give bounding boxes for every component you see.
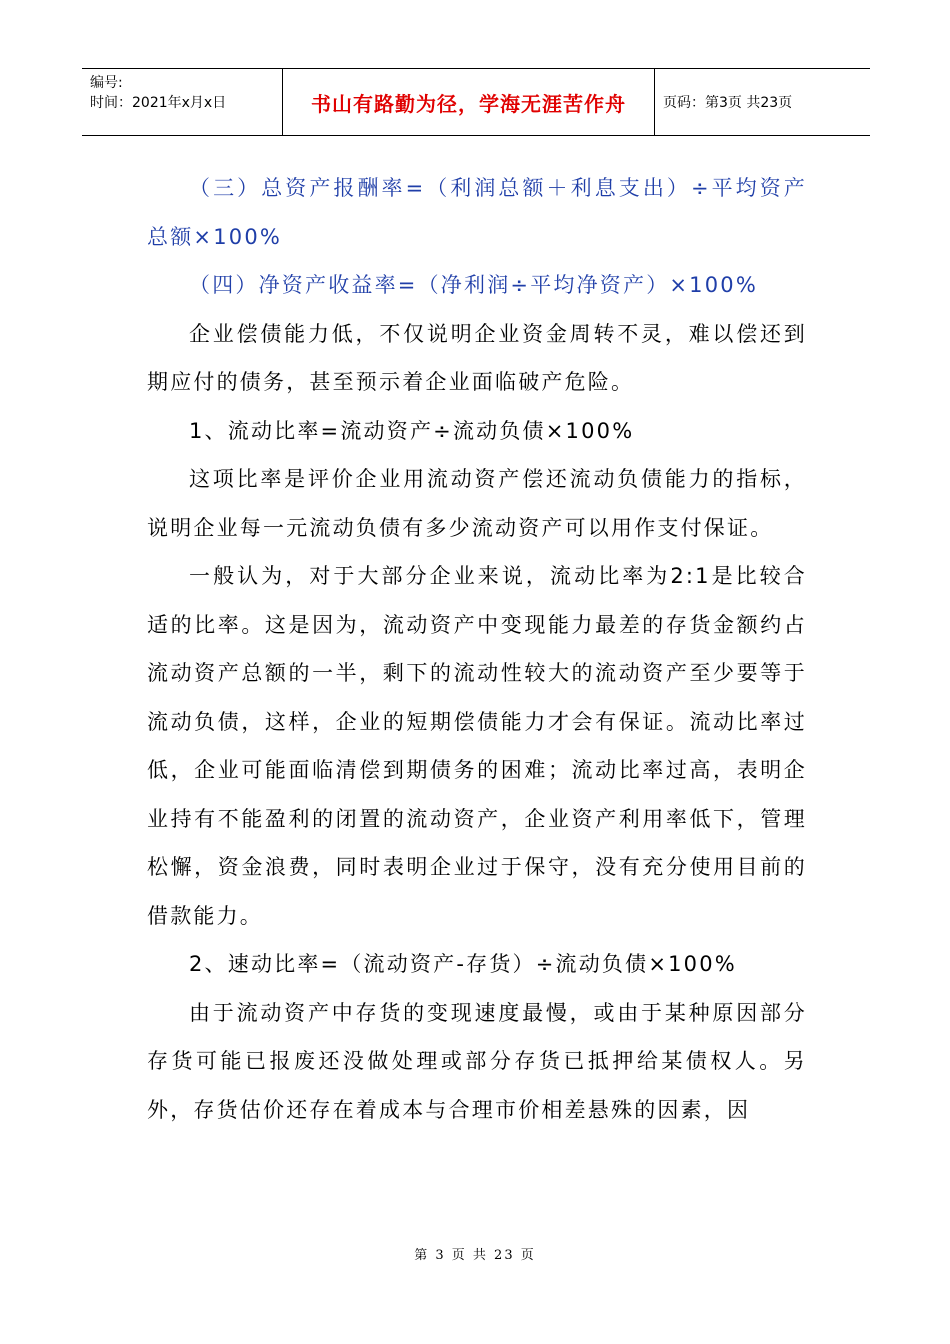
paragraph-current-ratio-formula: 1、流动比率=流动资产÷流动负债×100% bbox=[189, 418, 635, 443]
paragraph-quick-ratio-discussion: 由于流动资产中存货的变现速度最慢，或由于某种原因部分存货可能已报废还没做处理或部分存货已抵押给某债权人。另外，存货估价还存在着成本与合理市价相差悬殊的因素，因 bbox=[147, 1000, 807, 1122]
header-meta bbox=[82, 69, 282, 135]
page-header bbox=[82, 68, 870, 136]
document-body bbox=[147, 164, 807, 1134]
paragraph-total-asset-return: （三）总资产报酬率=（利润总额＋利息支出）÷平均资产总额×100% bbox=[147, 176, 807, 249]
header-page-info: 页码：第3页 共23页 bbox=[663, 95, 793, 111]
paragraph-roe: （四）净资产收益率=（净利润÷平均净资产）×100% bbox=[189, 273, 759, 297]
paragraph-solvency-intro: 企业偿债能力低，不仅说明企业资金周转不灵，难以偿还到期应付的债务，甚至预示着企业面临破产危险。 bbox=[147, 321, 807, 394]
paragraph-quick-ratio-formula: 2、速动比率=（流动资产-存货）÷流动负债×100% bbox=[189, 952, 737, 976]
page-footer: 第 3 页 共 23 页 bbox=[414, 1248, 536, 1263]
header-motto: 书山有路勤为径，学海无涯苦作舟 bbox=[282, 69, 655, 135]
document-time-label: 时间：2021年x月x日 bbox=[90, 95, 227, 111]
paragraph-current-ratio-discussion: 一般认为，对于大部分企业来说，流动比率为2:1是比较合适的比率。这是因为，流动资产中变现能力最差的存货金额约占流动资产总额的一半，剩下的流动性较大的流动资产至少要等于流动负债，这样，企业的短期偿债能力才会有保证。流动比率过低，企业可能面临清偿到期债务的困难；流动比率过高，表明企业持有不能盈利的闭置的流动资产，企业资产利用率低下，管理松懈，资金浪费，同时表明企业过于保守，没有充分使用目前的借款能力。 bbox=[147, 564, 807, 928]
paragraph-current-ratio-meaning: 这项比率是评价企业用流动资产偿还流动负债能力的指标，说明企业每一元流动负债有多少流动资产可以用作支付保证。 bbox=[147, 467, 807, 540]
document-number-label: 编号: bbox=[90, 75, 123, 91]
